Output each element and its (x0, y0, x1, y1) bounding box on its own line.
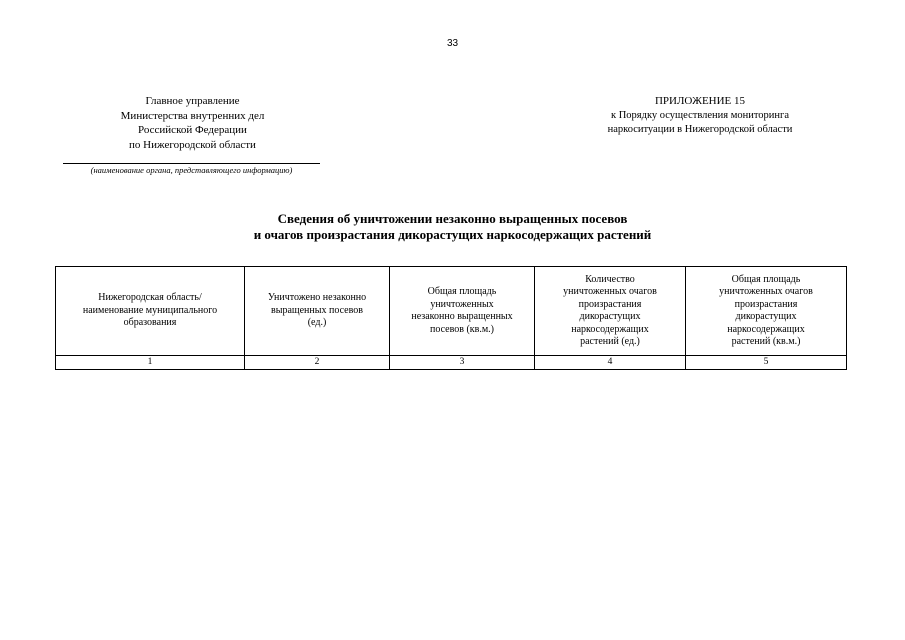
column-header-municipality (56, 267, 245, 356)
header-line: уничтоженных (430, 298, 494, 310)
authority-line: Российской Федерации (138, 124, 247, 136)
header-line: растений (ед.) (580, 336, 640, 347)
column-number: 2 (245, 356, 390, 370)
header-line: наркосодержащих (571, 323, 649, 335)
column-header-wild-sites-count (535, 267, 686, 356)
header-line: произрастания (734, 298, 798, 310)
header-line: наименование муниципального (82, 304, 218, 316)
column-number: 4 (535, 356, 686, 370)
appendix-block (560, 94, 840, 138)
header-line: уничтоженных очагов (563, 286, 657, 297)
header-line: дикорастущих (735, 311, 797, 322)
header-line: произрастания (578, 298, 642, 310)
header-line: посевов (кв.м.) (429, 323, 495, 335)
issuing-authority-block (80, 94, 305, 152)
column-header-wild-sites-area (686, 267, 847, 356)
column-header-crops-area (390, 267, 535, 356)
header-line: (ед.) (307, 317, 327, 329)
authority-fill-line (63, 163, 320, 164)
header-line: наркосодержащих (727, 323, 805, 335)
header-line: выращенных посевов (271, 304, 363, 316)
page-number: 33 (446, 38, 459, 49)
header-line: дикорастущих (579, 311, 641, 322)
authority-fill-caption: (наименование органа, представляющего информацию) (90, 165, 293, 175)
appendix-line: к Порядку осуществления мониторинга (610, 109, 790, 121)
header-line: незаконно выращенных (411, 311, 513, 322)
document-title-line-2: и очагов произрастания дикорастущих наркосодержащих растений (253, 227, 652, 242)
document-title (100, 211, 805, 243)
header-line: Нижегородская область/ (98, 292, 202, 304)
header-line: уничтоженных очагов (719, 286, 813, 297)
column-header-destroyed-crops (245, 267, 390, 356)
header-line: образования (123, 317, 177, 329)
appendix-title: ПРИЛОЖЕНИЕ 15 (654, 95, 746, 107)
document-title-line-1: Сведения об уничтожении незаконно выращенных посевов (277, 211, 628, 226)
column-number: 5 (686, 356, 847, 370)
report-table (55, 266, 847, 370)
header-line: Общая площадь (731, 273, 801, 285)
column-number: 3 (390, 356, 535, 370)
appendix-line: наркоситуации в Нижегородской области (607, 124, 793, 135)
table-header-row (56, 267, 847, 356)
authority-line: Главное управление (145, 95, 240, 107)
authority-line: по Нижегородской области (129, 138, 256, 151)
header-line: Уничтожено незаконно (267, 292, 367, 304)
header-line: растений (кв.м.) (731, 336, 801, 347)
column-number: 1 (56, 356, 245, 370)
header-line: Количество (585, 273, 635, 285)
authority-line: Министерства внутренних дел (120, 109, 265, 122)
header-line: Общая площадь (427, 286, 497, 297)
column-number-row (56, 356, 847, 370)
